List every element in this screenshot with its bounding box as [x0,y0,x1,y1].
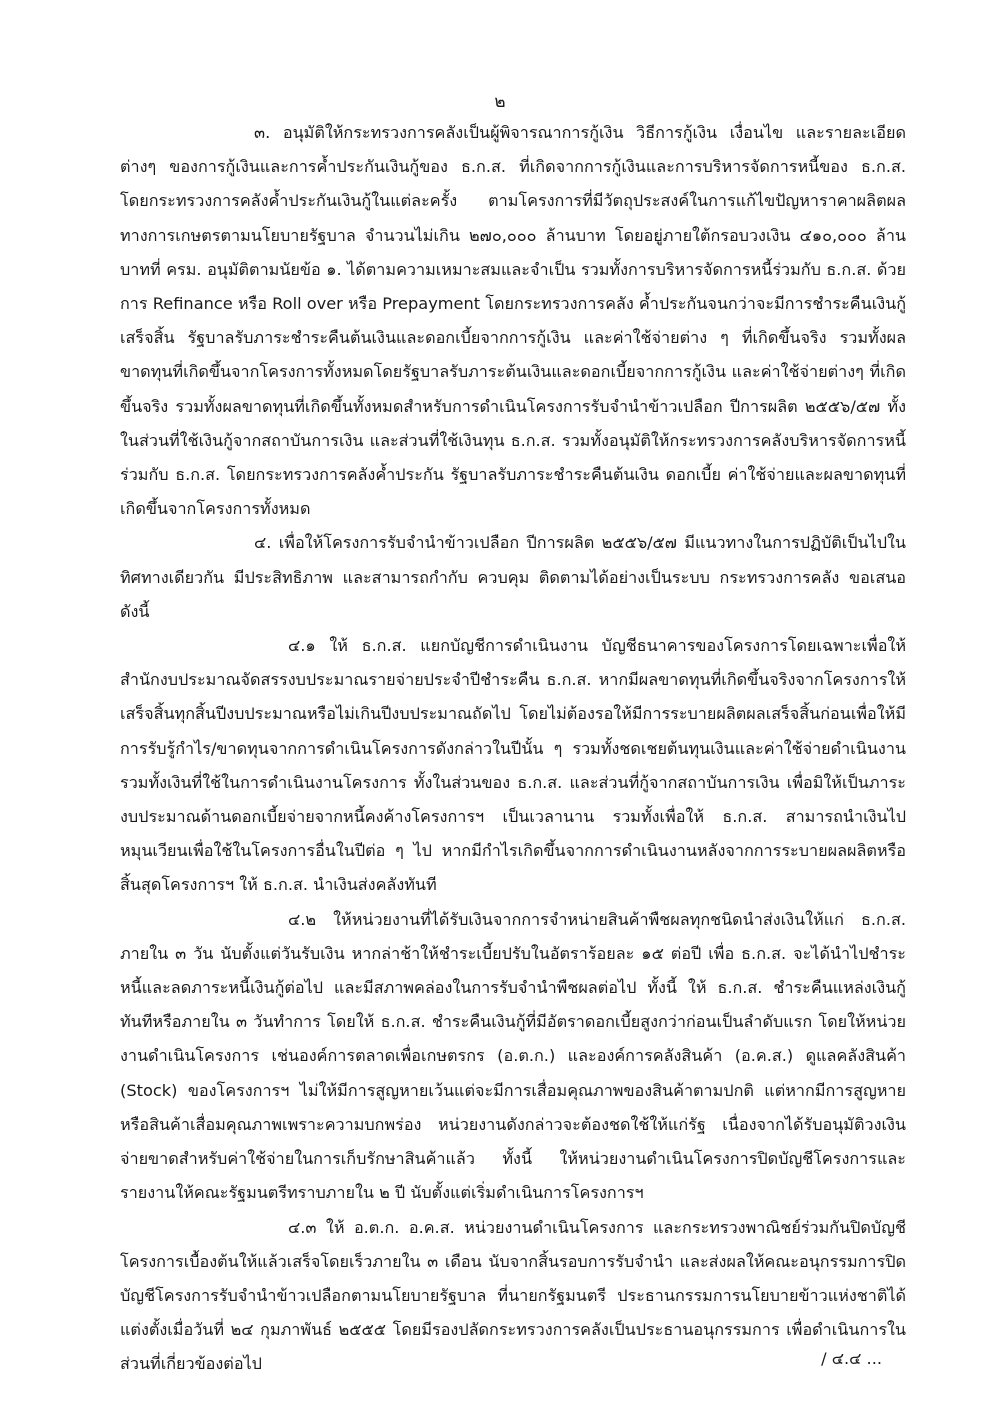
paragraph-3: ๓. อนุมัติให้กระทรวงการคลังเป็นผู้พิจารณาการกู้เงิน วิธีการกู้เงิน เงื่อนไข และรายละเอียดต่างๆ ของการกู้เงินและการค้ำประกันเงินกู้ของ ธ.ก.ส. ที่เกิดจากการกู้เงินและการบริหารจัดการหนี้ของ ธ.ก.ส. โดยกระทรวงการคลังค้ำประกันเงินกู้ในแต่ละครั้ง ตามโครงการที่มีวัตถุประสงค์ในการแก้ไขปัญหาราคาผลิตผลทางการเกษตรตามนโยบายรัฐบาล จำนวนไม่เกิน ๒๗๐,๐๐๐ ล้านบาท โดยอยู่ภายใต้กรอบวงเงิน ๔๑๐,๐๐๐ ล้านบาทที่ ครม. อนุมัติตามนัยข้อ ๑. ได้ตามความเหมาะสมและจำเป็น รวมทั้งการบริหารจัดการหนี้ร่วมกับ ธ.ก.ส. ด้วยการ Refinance หรือ Roll over หรือ Prepayment โดยกระทรวงการคลัง ค้ำประกันจนกว่าจะมีการชำระคืนเงินกู้เสร็จสิ้น รัฐบาลรับภาระชำระคืนต้นเงินและดอกเบี้ยจากการกู้เงิน และค่าใช้จ่ายต่าง ๆ ที่เกิดขึ้นจริง รวมทั้งผลขาดทุนที่เกิดขึ้นจากโครงการทั้งหมดโดยรัฐบาลรับภาระต้นเงินและดอกเบี้ยจากการกู้เงิน และค่าใช้จ่ายต่างๆ ที่เกิดขึ้นจริง รวมทั้งผลขาดทุนที่เกิดขึ้นทั้งหมดสำหรับการดำเนินโครงการรับจำนำข้าวเปลือก ปีการผลิต ๒๕๕๖/๕๗ ทั้งในส่วนที่ใช้เงินกู้จากสถาบันการเงิน และส่วนที่ใช้เงินทุน ธ.ก.ส. รวมทั้งอนุมัติให้กระทรวงการคลังบริหารจัดการหนี้ร่วมกับ ธ.ก.ส. โดยกระทรวงการคลังค้ำประกัน รัฐบาลรับภาระชำระคืนต้นเงิน ดอกเบี้ย ค่าใช้จ่ายและผลขาดทุนที่เกิดขึ้นจากโครงการทั้งหมด [120,123,907,519]
paragraph-4: ๔. เพื่อให้โครงการรับจำนำข้าวเปลือก ปีการผลิต ๒๕๕๖/๕๗ มีแนวทางในการปฏิบัติเป็นไปในทิศทางเดียวกัน มีประสิทธิภาพ และสามารถกำกับ ควบคุม ติดตามได้อย่างเป็นระบบ กระทรวงการคลัง ขอเสนอดังนี้ [120,533,906,621]
continuation-marker: / ๔.๔ ... [821,1349,882,1368]
document-body [120,116,906,1382]
paragraph-4-1: ๔.๑ ให้ ธ.ก.ส. แยกบัญชีการดำเนินงาน บัญชีธนาคารของโครงการโดยเฉพาะเพื่อให้สำนักงบประมาณจัดสรรงบประมาณรายจ่ายประจำปีชำระคืน ธ.ก.ส. หากมีผลขาดทุนที่เกิดขึ้นจริงจากโครงการให้เสร็จสิ้นทุกสิ้นปีงบประมาณหรือไม่เกินปีงบประมาณถัดไป โดยไม่ต้องรอให้มีการระบายผลิตผลเสร็จสิ้นก่อนเพื่อให้มีการรับรู้กำไร/ขาดทุนจากการดำเนินโครงการดังกล่าวในปีนั้น ๆ รวมทั้งชดเชยต้นทุนเงินและค่าใช้จ่ายดำเนินงาน รวมทั้งเงินที่ใช้ในการดำเนินงานโครงการ ทั้งในส่วนของ ธ.ก.ส. และส่วนที่กู้จากสถาบันการเงิน เพื่อมิให้เป็นภาระงบประมาณด้านดอกเบี้ยจ่ายจากหนี้คงค้างโครงการฯ เป็นเวลานาน รวมทั้งเพื่อให้ ธ.ก.ส. สามารถนำเงินไปหมุนเวียนเพื่อใช้ในโครงการอื่นในปีต่อ ๆ ไป หากมีกำไรเกิดขึ้นจากการดำเนินงานหลังจากการระบายผลผลิตหรือสิ้นสุดโครงการฯ ให้ ธ.ก.ส. นำเงินส่งคลังทันที [120,636,906,895]
page-number: ๒ [494,92,506,112]
paragraph-4-3: ๔.๓ ให้ อ.ต.ก. อ.ค.ส. หน่วยงานดำเนินโครงการ และกระทรวงพาณิชย์ร่วมกันปิดบัญชีโครงการเบื้องต้นให้แล้วเสร็จโดยเร็วภายใน ๓ เดือน นับจากสิ้นรอบการรับจำนำ และส่งผลให้คณะอนุกรรมการปิดบัญชีโครงการรับจำนำข้าวเปลือกตามนโยบายรัฐบาล ที่นายกรัฐมนตรี ประธานกรรมการนโยบายข้าวแห่งชาติได้แต่งตั้งเมื่อวันที่ ๒๔ กุมภาพันธ์ ๒๕๕๕ โดยมีรองปลัดกระทรวงการคลังเป็นประธานอนุกรรมการ เพื่อดำเนินการในส่วนที่เกี่ยวข้องต่อไป [120,1217,906,1374]
paragraph-4-2: ๔.๒ ให้หน่วยงานที่ได้รับเงินจากการจำหน่ายสินค้าพืชผลทุกชนิดนำส่งเงินให้แก่ ธ.ก.ส. ภายใน ๓ วัน นับตั้งแต่วันรับเงิน หากล่าช้าให้ชำระเบี้ยปรับในอัตราร้อยละ ๑๕ ต่อปี เพื่อ ธ.ก.ส. จะได้นำไปชำระหนี้และลดภาระหนี้เงินกู้ต่อไป และมีสภาพคล่องในการรับจำนำพืชผลต่อไป ทั้งนี้ ให้ ธ.ก.ส. ชำระคืนแหล่งเงินกู้ทันทีหรือภายใน ๓ วันทำการ โดยให้ ธ.ก.ส. ชำระคืนเงินกู้ที่มีอัตราดอกเบี้ยสูงกว่าก่อนเป็นลำดับแรก โดยให้หน่วยงานดำเนินโครงการ เช่นองค์การตลาดเพื่อเกษตรกร (อ.ต.ก.) และองค์การคลังสินค้า (อ.ค.ส.) ดูแลคลังสินค้า (Stock) ของโครงการฯ ไม่ให้มีการสูญหายเว้นแต่จะมีการเสื่อมคุณภาพของสินค้าตามปกติ แต่หากมีการสูญหายหรือสินค้าเสื่อมคุณภาพเพราะความบกพร่อง หน่วยงานดังกล่าวจะต้องชดใช้ให้แก่รัฐ เนื่องจากได้รับอนุมัติวงเงินจ่ายขาดสำหรับค่าใช้จ่ายในการเก็บรักษาสินค้าแล้ว ทั้งนี้ ให้หน่วยงานดำเนินโครงการปิดบัญชีโครงการและรายงานให้คณะรัฐมนตรีทราบภายใน ๒ ปี นับตั้งแต่เริ่มดำเนินการโครงการฯ [120,909,906,1203]
